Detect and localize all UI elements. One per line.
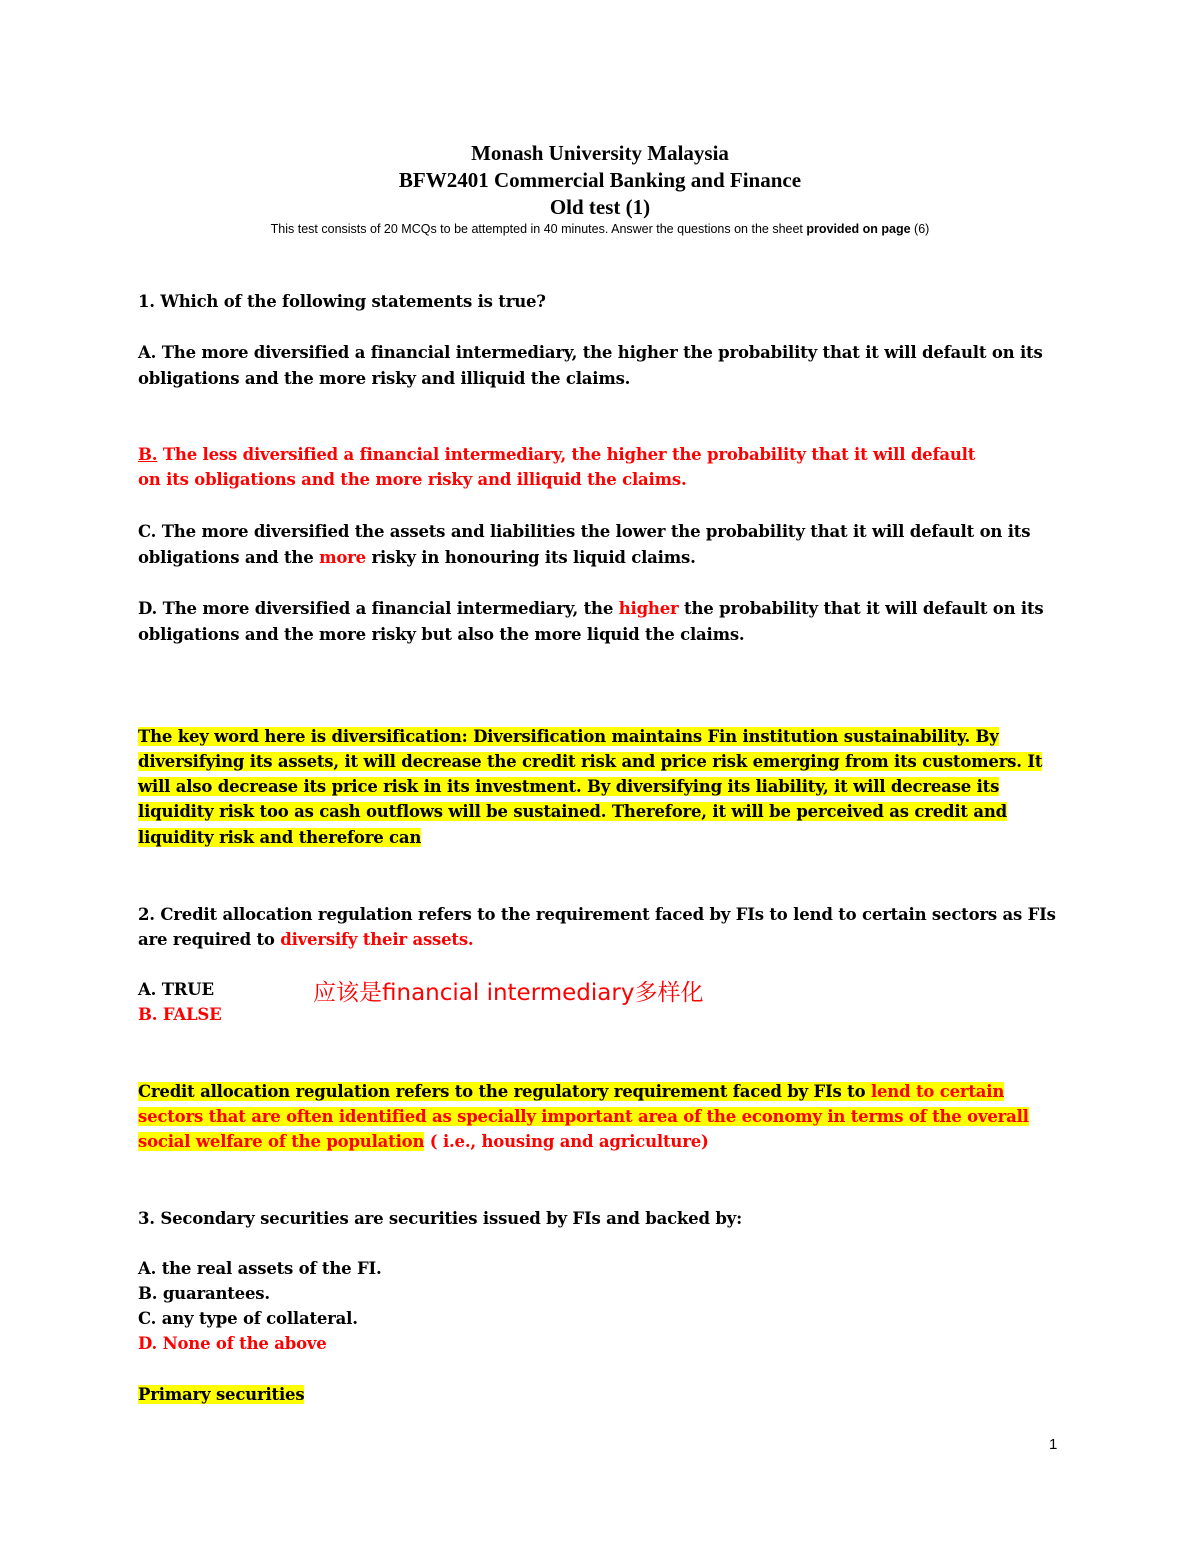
page-number: 1 — [1049, 1436, 1058, 1453]
q1-option-d-text-b: the probability that it will default on its — [678, 599, 1044, 618]
q3-option-b: B. guarantees. — [138, 1284, 270, 1303]
q1-explanation-line3: will also decrease its price risk in its investment. By diversifying its liability, it will decrease its — [138, 777, 1000, 796]
q2-explanation-line3 — [138, 1129, 709, 1154]
q2-stem-red-text: diversify their assets. — [280, 930, 474, 949]
q1-option-d-text-a: D. The more diversified a financial intermediary, the — [138, 599, 619, 618]
q3-explanation: Primary securities — [138, 1385, 305, 1404]
q1-option-c-text-a: obligations and the — [138, 548, 320, 567]
q1-option-b-text: The less diversified a financial intermediary, the higher the probability that it will default — [157, 445, 976, 464]
university-title: Monash University Malaysia — [471, 141, 729, 165]
q2-explanation-example: ( i.e., housing and agriculture) — [424, 1132, 709, 1151]
q1-option-a-line1: A. The more diversified a financial intermediary, the higher the probability that it will default on its — [138, 343, 1043, 362]
course-title: BFW2401 Commercial Banking and Finance — [398, 168, 802, 192]
question-3-stem: 3. Secondary securities are securities issued by FIs and backed by: — [138, 1209, 742, 1228]
q1-option-b-letter: B. — [138, 445, 158, 464]
q1-explanation-line1: The key word here is diversification: Diversification maintains Fin institution sustainability. By — [138, 727, 999, 746]
q1-option-c-line1: C. The more diversified the assets and liabilities the lower the probability that it will default on its — [138, 522, 1031, 541]
q1-option-b-line1 — [138, 442, 975, 467]
question-2-stem-line1: 2. Credit allocation regulation refers to the requirement faced by FIs to lend to certain sectors as FIs — [138, 905, 1056, 924]
q2-option-a: A. TRUE — [138, 980, 214, 999]
test-instructions — [0, 222, 1200, 236]
q1-explanation-line5: liquidity risk and therefore can — [138, 828, 422, 847]
q1-option-c-red-word: more — [319, 548, 366, 567]
q1-option-d-line1 — [138, 596, 1044, 621]
q2-handwritten-note: 应该是financial intermediary多样化 — [313, 980, 704, 1006]
q1-option-d-red-word: higher — [618, 599, 679, 618]
q2-explanation-line1 — [138, 1079, 1004, 1104]
instructions-page-ref: (6) — [910, 222, 930, 236]
q2-explanation-line2: sectors that are often identified as specially important area of the economy in terms of the overall — [138, 1107, 1029, 1126]
q2-explanation-red-end: social welfare of the population — [138, 1132, 425, 1151]
test-title: Old test (1) — [549, 195, 651, 219]
q3-option-d: D. None of the above — [138, 1334, 327, 1353]
q1-explanation-line2: diversifying its assets, it will decrease the credit risk and price risk emerging from its customers. It — [138, 752, 1043, 771]
question-2-stem-line2 — [138, 927, 473, 952]
q3-option-c: C. any type of collateral. — [138, 1309, 358, 1328]
q1-option-c-text-b: risky in honouring its liquid claims. — [365, 548, 696, 567]
q1-option-c-line2 — [138, 545, 696, 570]
q2-explanation-red-text: lend to certain — [870, 1082, 1005, 1101]
instructions-text: This test consists of 20 MCQs to be attempted in 40 minutes. Answer the questions on the sheet — [270, 222, 807, 236]
q1-explanation-line4: liquidity risk too as cash outflows will be sustained. Therefore, it will be perceived as credit and — [138, 802, 1008, 821]
q1-option-a-line2: obligations and the more risky and illiquid the claims. — [138, 369, 631, 388]
q3-option-a: A. the real assets of the FI. — [138, 1259, 382, 1278]
q1-option-b-line2: on its obligations and the more risky and illiquid the claims. — [138, 470, 687, 489]
q2-stem-text: are required to — [138, 930, 281, 949]
q2-explanation-text: Credit allocation regulation refers to the regulatory requirement faced by FIs to — [138, 1082, 871, 1101]
q1-option-d-line2: obligations and the more risky but also the more liquid the claims. — [138, 625, 745, 644]
question-1-stem: 1. Which of the following statements is true? — [138, 292, 546, 311]
instructions-bold: provided on page — [806, 222, 911, 236]
q2-option-b: B. FALSE — [138, 1005, 222, 1024]
